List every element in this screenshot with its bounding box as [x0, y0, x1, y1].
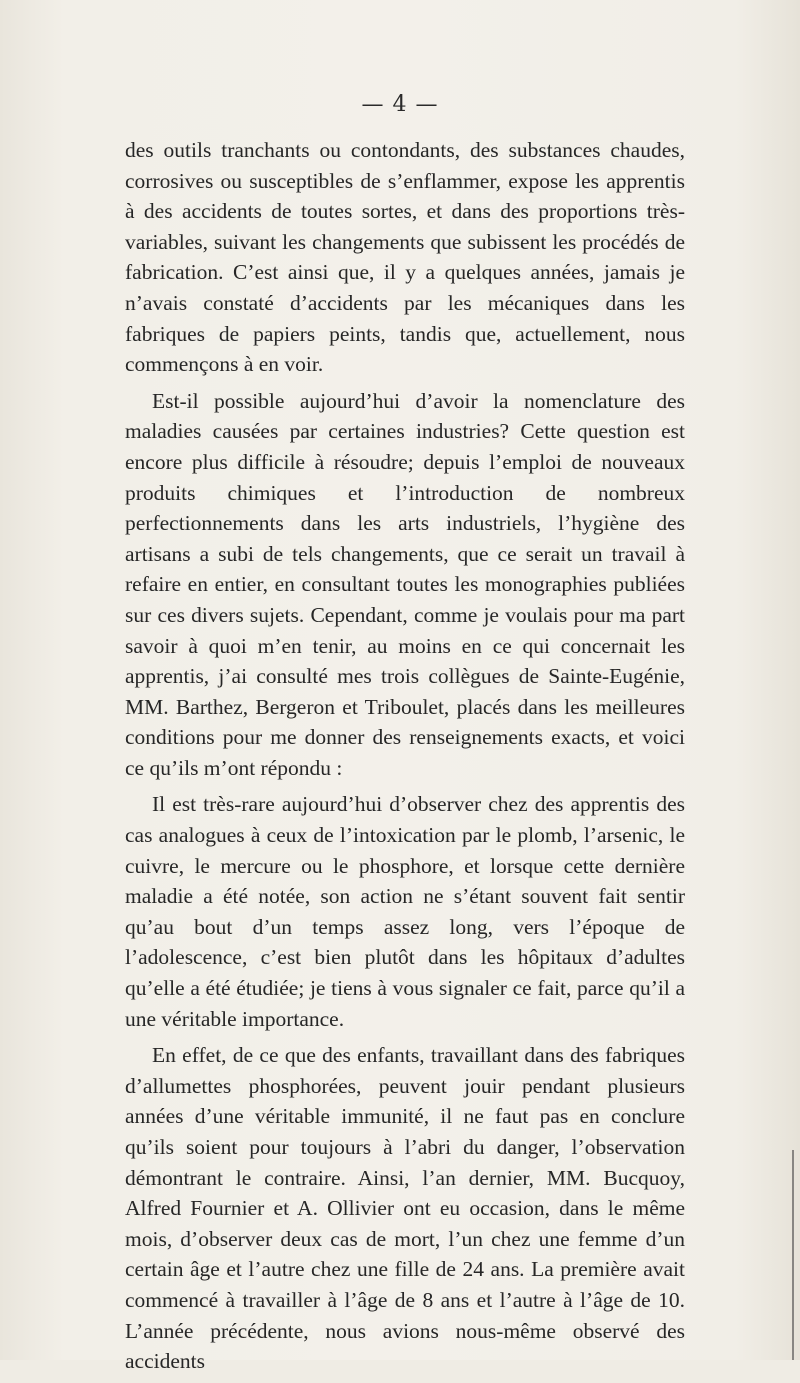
body-text: [125, 135, 685, 1383]
paragraph-3: Il est très-rare aujourd’hui d’observer chez des apprentis des cas analogues à ceux de l’intoxication par le plomb, l’arsenic, le cuivre, le mercure ou le phosphore, et lorsque cette dernière maladie a été notée, son action ne s’étant souvent fait sentir qu’au bout d’un temps assez long, vers l’époque de l’adolescence, c’est bien plutôt dans les hôpitaux d’adultes qu’elle a été étudiée; je tiens à vous signaler ce fait, parce qu’il a une véritable importance.: [125, 792, 685, 1031]
page-number-header: — 4 —: [361, 92, 439, 117]
paragraph-2: Est-il possible aujourd’hui d’avoir la nomenclature des maladies causées par certaines industries? Cette question est encore plus difficile à résoudre; depuis l’emploi de nouveaux produits chimiques et l’introduction de nombreux perfectionnements dans les arts industriels, l’hygiène des artisans a subi de tels changements, que ce serait un travail à refaire en entier, en consultant toutes les monographies publiées sur ces divers sujets. Cependant, comme je voulais pour ma part savoir à quoi m’en tenir, au moins en ce qui concernait les apprentis, j’ai consulté mes trois collègues de Sainte-Eugénie, MM. Barthez, Bergeron et Triboulet, placés dans les meilleures conditions pour me donner des renseignements exacts, et voici ce qu’ils m’ont répondu :: [125, 388, 685, 780]
page-edge-shadow: [792, 1150, 794, 1360]
paragraph-4: En effet, de ce que des enfants, travaillant dans des fabriques d’allumettes phosphorées, peuvent jouir pendant plusieurs années d’une véritable immunité, il ne faut pas en conclure qu’ils soient pour toujours à l’abri du danger, l’observation démontrant le contraire. Ainsi, l’an dernier, MM. Bucquoy, Alfred Fournier et A. Ollivier ont eu occasion, dans le même mois, d’observer deux cas de mort, l’un chez une femme d’un certain âge et l’autre chez une fille de 24 ans. La première avait commencé à travailler à l’âge de 8 ans et l’autre à l’âge de 10. L’année précédente, nous avions nous-même observé des accidents: [125, 1043, 685, 1374]
paragraph-1: des outils tranchants ou contondants, des substances chaudes, corrosives ou susceptibles de s’enflammer, expose les apprentis à des accidents de toutes sortes, et dans des proportions très-variables, suivant les changements que subissent les procédés de fabrication. C’est ainsi que, il y a quelques années, jamais je n’avais constaté d’accidents par les mécaniques dans les fabriques de papiers peints, tandis que, actuellement, nous commençons à en voir.: [125, 138, 685, 377]
